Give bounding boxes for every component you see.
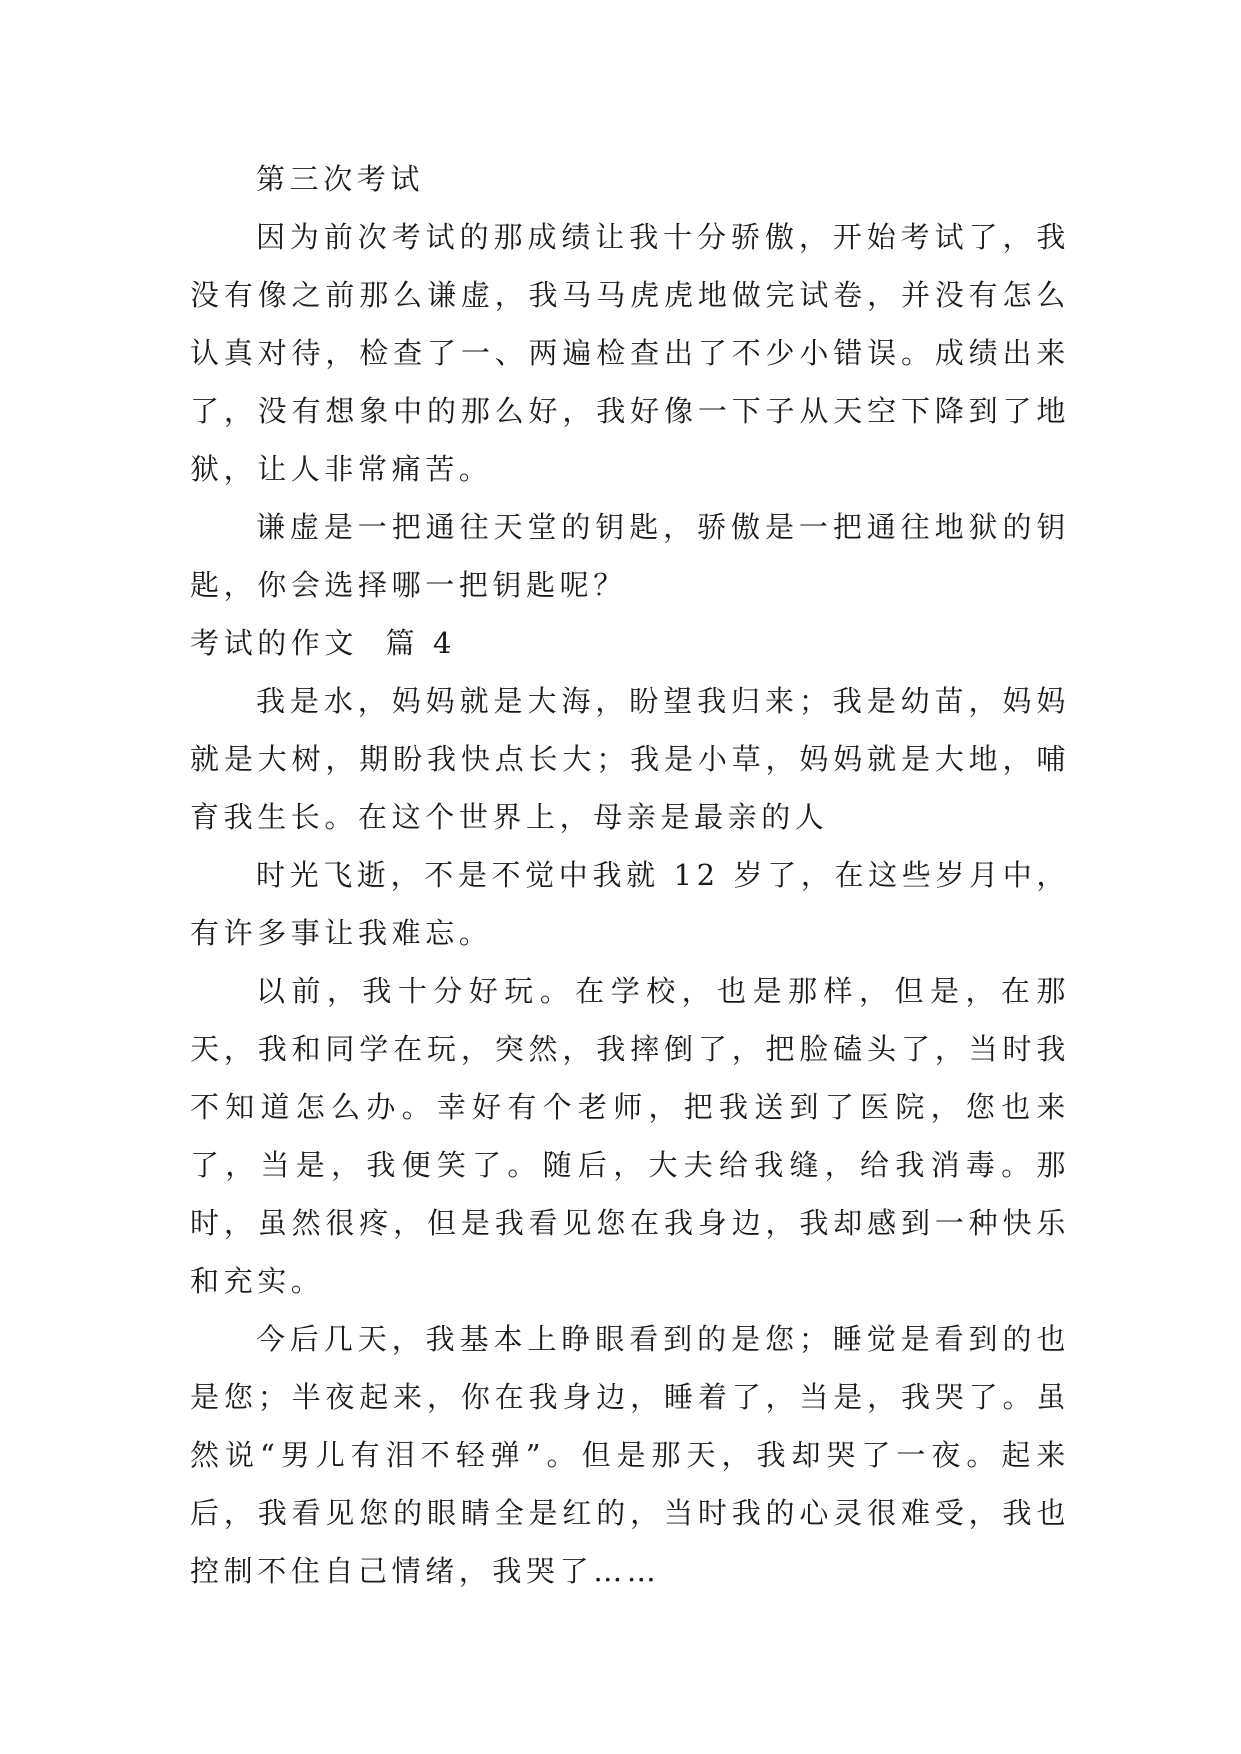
section-title: 第三次考试 bbox=[256, 162, 425, 196]
paragraph: 我是水，妈妈就是大海，盼望我归来；我是幼苗，妈妈就是大树，期盼我快点长大；我是小草，妈妈就是大地，哺育我生长。在这个世界上，母亲是最亲的人 bbox=[190, 684, 1070, 834]
paragraph: 今后几天，我基本上睁眼看到的是您；睡觉是看到的也是您；半夜起来，你在我身边，睡着了，当是，我哭了。虽然说“男儿有泪不轻弹”。但是那天，我却哭了一夜。起来后，我看见您的眼睛全是红的，当时我的心灵很难受，我也控制不住自己情绪，我哭了…… bbox=[190, 1322, 1070, 1588]
paragraph: 因为前次考试的那成绩让我十分骄傲，开始考试了，我没有像之前那么谦虚，我马马虎虎地做完试卷，并没有怎么认真对待，检查了一、两遍检查出了不少小错误。成绩出来了，没有想象中的那么好，我好像一下子从天空下降到了地狱，让人非常痛苦。 bbox=[190, 220, 1070, 486]
paragraph: 时光飞逝，不是不觉中我就 12 岁了，在这些岁月中，有许多事让我难忘。 bbox=[190, 858, 1070, 950]
document-page bbox=[190, 150, 1070, 1600]
article-heading: 考试的作文 篇 4 bbox=[190, 626, 457, 660]
paragraph: 以前，我十分好玩。在学校，也是那样，但是，在那天，我和同学在玩，突然，我摔倒了，把脸磕头了，当时我不知道怎么办。幸好有个老师，把我送到了医院，您也来了，当是，我便笑了。随后，大夫给我缝，给我消毒。那时，虽然很疼，但是我看见您在我身边，我却感到一种快乐和充实。 bbox=[190, 974, 1070, 1298]
paragraph: 谦虚是一把通往天堂的钥匙，骄傲是一把通往地狱的钥匙，你会选择哪一把钥匙呢？ bbox=[190, 510, 1070, 602]
